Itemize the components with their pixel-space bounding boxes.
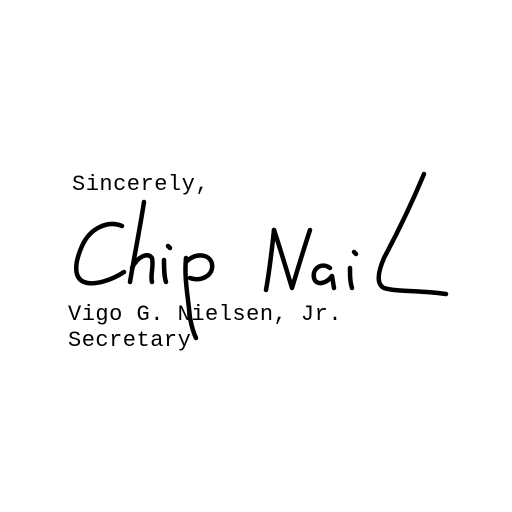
signer-name: Vigo G. Nielsen, Jr. [68,302,343,327]
closing-line: Sincerely, [72,172,210,197]
signer-title: Secretary [68,328,192,353]
